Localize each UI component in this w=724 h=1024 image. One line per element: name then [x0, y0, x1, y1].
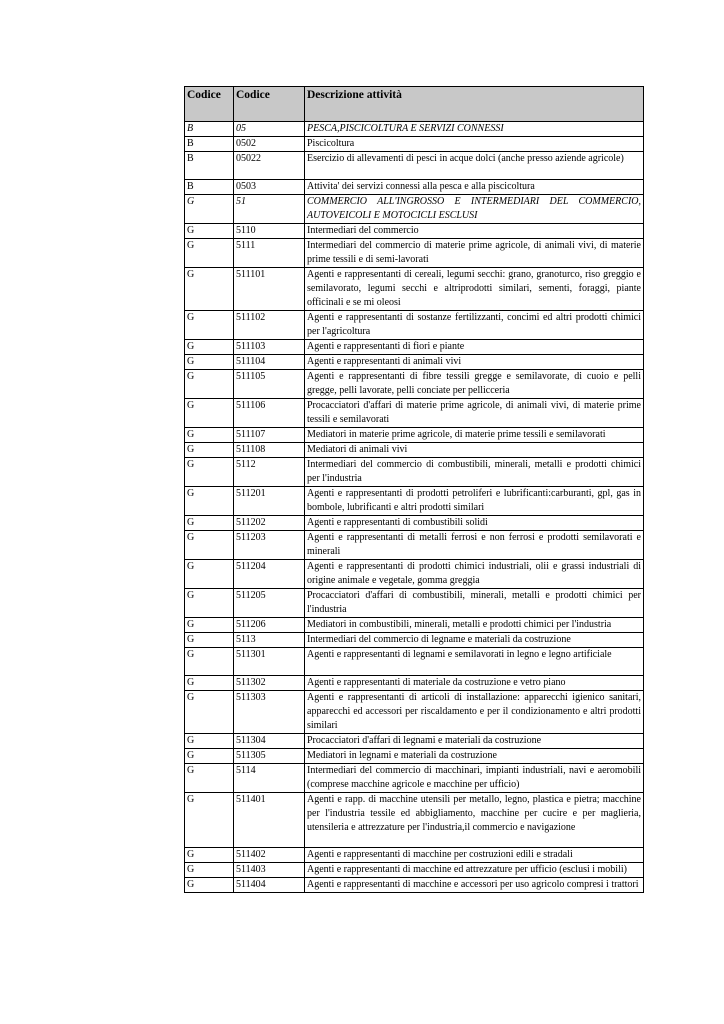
cell-description: Agenti e rappresentanti di cereali, legumi secchi: grano, granoturco, riso greggio e semilavorato, legumi secchi e altriprodotti similari, sementi, foraggi, piante officinali e se mi oleosi	[305, 268, 644, 311]
cell-code: 511103	[234, 340, 305, 355]
cell-sector: G	[185, 487, 234, 516]
table-row	[185, 458, 644, 487]
cell-code: 511102	[234, 311, 305, 340]
table-row	[185, 340, 644, 355]
cell-description: Mediatori in legnami e materiali da costruzione	[305, 749, 644, 764]
cell-sector: G	[185, 676, 234, 691]
cell-code: 511205	[234, 589, 305, 618]
table-row	[185, 848, 644, 863]
cell-code: 511401	[234, 793, 305, 848]
cell-sector: B	[185, 137, 234, 152]
cell-sector: B	[185, 180, 234, 195]
cell-code: 511206	[234, 618, 305, 633]
cell-sector: G	[185, 340, 234, 355]
cell-code: 511104	[234, 355, 305, 370]
cell-code: 511303	[234, 691, 305, 734]
table-row	[185, 633, 644, 648]
cell-code: 511105	[234, 370, 305, 399]
cell-description: Intermediari del commercio di macchinari, impianti industriali, navi e aeromobili (comprese macchine agricole e macchine per ufficio)	[305, 764, 644, 793]
table-row	[185, 793, 644, 848]
cell-sector: G	[185, 195, 234, 224]
table-row	[185, 560, 644, 589]
cell-code: 5112	[234, 458, 305, 487]
cell-code: 511302	[234, 676, 305, 691]
table-row	[185, 443, 644, 458]
cell-description: Procacciatori d'affari di combustibili, minerali, metalli e prodotti chimici per l'industria	[305, 589, 644, 618]
cell-sector: G	[185, 633, 234, 648]
cell-code: 511202	[234, 516, 305, 531]
table-row	[185, 878, 644, 893]
cell-code: 511108	[234, 443, 305, 458]
table-row	[185, 180, 644, 195]
cell-code: 511402	[234, 848, 305, 863]
cell-description: Agenti e rappresentanti di macchine e accessori per uso agricolo compresi i trattori	[305, 878, 644, 893]
cell-sector: B	[185, 122, 234, 137]
table-row	[185, 618, 644, 633]
cell-code: 511101	[234, 268, 305, 311]
cell-code: 5110	[234, 224, 305, 239]
cell-sector: G	[185, 848, 234, 863]
header-sector-code: Codice	[185, 87, 234, 122]
cell-description: Agenti e rappresentanti di fiori e piante	[305, 340, 644, 355]
cell-code: 5111	[234, 239, 305, 268]
cell-code: 0503	[234, 180, 305, 195]
table-row	[185, 268, 644, 311]
cell-sector: G	[185, 618, 234, 633]
cell-sector: G	[185, 311, 234, 340]
table-row	[185, 239, 644, 268]
table-row	[185, 734, 644, 749]
header-activity-code: Codice	[234, 87, 305, 122]
cell-description: Agenti e rappresentanti di articoli di installazione: apparecchi igienico sanitari, apparecchi ed accessori per riscaldamento e per il condizionamento e altri prodotti similari	[305, 691, 644, 734]
cell-description: Agenti e rappresentanti di combustibili solidi	[305, 516, 644, 531]
cell-code: 511305	[234, 749, 305, 764]
cell-description: Procacciatori d'affari di materie prime agricole, di animali vivi, di materie prime tessili e semilavorati	[305, 399, 644, 428]
cell-description: Intermediari del commercio di legname e materiali da costruzione	[305, 633, 644, 648]
cell-sector: G	[185, 355, 234, 370]
table-row	[185, 487, 644, 516]
header-description: Descrizione attività	[305, 87, 644, 122]
cell-description: Agenti e rappresentanti di animali vivi	[305, 355, 644, 370]
cell-sector: G	[185, 863, 234, 878]
table-row	[185, 691, 644, 734]
cell-code: 511301	[234, 648, 305, 676]
table-row	[185, 370, 644, 399]
cell-description: Mediatori in materie prime agricole, di materie prime tessili e semilavorati	[305, 428, 644, 443]
cell-code: 511403	[234, 863, 305, 878]
cell-code: 0502	[234, 137, 305, 152]
cell-code: 5113	[234, 633, 305, 648]
table-body	[185, 122, 644, 893]
table-row	[185, 399, 644, 428]
cell-description: Mediatori di animali vivi	[305, 443, 644, 458]
table-row	[185, 863, 644, 878]
cell-description: COMMERCIO ALL'INGROSSO E INTERMEDIARI DEL COMMERCIO, AUTOVEICOLI E MOTOCICLI ESCLUSI	[305, 195, 644, 224]
table-row	[185, 152, 644, 180]
cell-code: 05022	[234, 152, 305, 180]
cell-description: Agenti e rappresentanti di macchine ed attrezzature per ufficio (esclusi i mobili)	[305, 863, 644, 878]
cell-description: Intermediari del commercio	[305, 224, 644, 239]
cell-description: Agenti e rappresentanti di materiale da costruzione e vetro piano	[305, 676, 644, 691]
cell-sector: G	[185, 399, 234, 428]
cell-code: 05	[234, 122, 305, 137]
table-row	[185, 224, 644, 239]
cell-sector: G	[185, 516, 234, 531]
cell-description: PESCA,PISCICOLTURA E SERVIZI CONNESSI	[305, 122, 644, 137]
cell-sector: G	[185, 428, 234, 443]
cell-sector: G	[185, 239, 234, 268]
cell-sector: G	[185, 793, 234, 848]
table-header-row	[185, 87, 644, 122]
cell-code: 511107	[234, 428, 305, 443]
table-row	[185, 137, 644, 152]
table-row	[185, 428, 644, 443]
cell-sector: G	[185, 531, 234, 560]
cell-description: Agenti e rappresentanti di sostanze fertilizzanti, concimi ed altri prodotti chimici per l'agricoltura	[305, 311, 644, 340]
cell-sector: B	[185, 152, 234, 180]
table-row	[185, 676, 644, 691]
table-row	[185, 589, 644, 618]
cell-code: 511106	[234, 399, 305, 428]
cell-code: 511203	[234, 531, 305, 560]
cell-sector: G	[185, 691, 234, 734]
cell-code: 511204	[234, 560, 305, 589]
cell-sector: G	[185, 443, 234, 458]
cell-code: 511201	[234, 487, 305, 516]
cell-sector: G	[185, 268, 234, 311]
cell-description: Agenti e rappresentanti di prodotti chimici industriali, olii e grassi industriali di origine animale e vegetale, gomma greggia	[305, 560, 644, 589]
cell-description: Agenti e rapp. di macchine utensili per metallo, legno, plastica e pietra; macchine per l'industria tessile ed abbigliamento, macchine per cucire e per maglieria, utensileria e attrezzature per l'industria,il commercio e navigazione	[305, 793, 644, 848]
cell-description: Mediatori in combustibili, minerali, metalli e prodotti chimici per l'industria	[305, 618, 644, 633]
table-row	[185, 311, 644, 340]
cell-sector: G	[185, 224, 234, 239]
cell-sector: G	[185, 370, 234, 399]
cell-description: Procacciatori d'affari di legnami e materiali da costruzione	[305, 734, 644, 749]
cell-sector: G	[185, 749, 234, 764]
cell-description: Agenti e rappresentanti di prodotti petroliferi e lubrificanti:carburanti, gpl, gas in bombole, lubrificanti e altri prodotti similari	[305, 487, 644, 516]
cell-sector: G	[185, 764, 234, 793]
cell-code: 511404	[234, 878, 305, 893]
cell-description: Esercizio di allevamenti di pesci in acque dolci (anche presso aziende agricole)	[305, 152, 644, 180]
cell-code: 51	[234, 195, 305, 224]
cell-description: Piscicoltura	[305, 137, 644, 152]
cell-sector: G	[185, 734, 234, 749]
cell-description: Agenti e rappresentanti di macchine per costruzioni edili e stradali	[305, 848, 644, 863]
table-row	[185, 749, 644, 764]
table-row	[185, 122, 644, 137]
activity-codes-table	[184, 86, 644, 893]
cell-description: Attivita' dei servizi connessi alla pesca e alla piscicoltura	[305, 180, 644, 195]
table-row	[185, 648, 644, 676]
cell-description: Agenti e rappresentanti di fibre tessili gregge e semilavorate, di cuoio e pelli gregge, pelli lavorate, pelli conciate per pellicceria	[305, 370, 644, 399]
table-row	[185, 355, 644, 370]
table-row	[185, 195, 644, 224]
cell-sector: G	[185, 560, 234, 589]
cell-sector: G	[185, 878, 234, 893]
cell-sector: G	[185, 458, 234, 487]
cell-description: Intermediari del commercio di combustibili, minerali, metalli e prodotti chimici per l'industria	[305, 458, 644, 487]
table-row	[185, 516, 644, 531]
cell-sector: G	[185, 648, 234, 676]
cell-sector: G	[185, 589, 234, 618]
cell-code: 5114	[234, 764, 305, 793]
cell-description: Intermediari del commercio di materie prime agricole, di animali vivi, di materie prime tessili e di semi-lavorati	[305, 239, 644, 268]
cell-description: Agenti e rappresentanti di metalli ferrosi e non ferrosi e prodotti semilavorati e minerali	[305, 531, 644, 560]
table-row	[185, 764, 644, 793]
table-row	[185, 531, 644, 560]
cell-code: 511304	[234, 734, 305, 749]
cell-description: Agenti e rappresentanti di legnami e semilavorati in legno e legno artificiale	[305, 648, 644, 676]
